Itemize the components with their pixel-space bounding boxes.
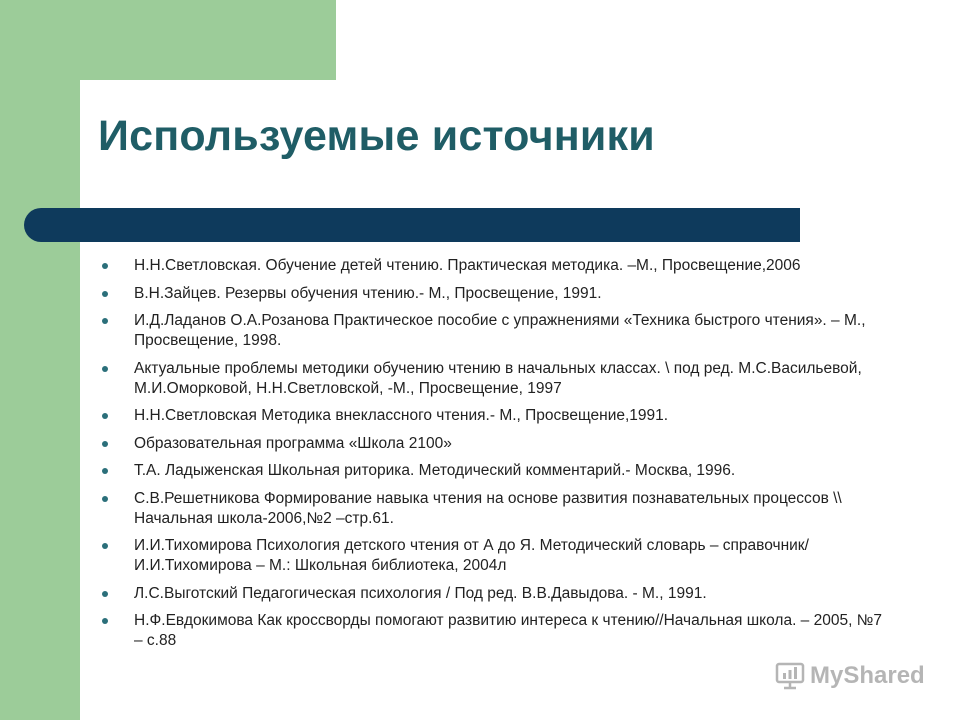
bullet-icon bbox=[102, 618, 108, 624]
green-accent-left bbox=[0, 0, 80, 720]
source-text: Актуальные проблемы методики обучению чтению в начальных классах. \ под ред. М.С.Васильевой, М.И.Оморковой, Н.Н.Светловской, -М., Просвещение, 1997 bbox=[134, 359, 862, 397]
source-item bbox=[98, 256, 888, 276]
source-item bbox=[98, 434, 888, 454]
sources-list bbox=[98, 256, 888, 659]
source-text: В.Н.Зайцев. Резервы обучения чтению.- М., Просвещение, 1991. bbox=[134, 284, 602, 302]
bullet-icon bbox=[102, 263, 108, 269]
source-text: И.И.Тихомирова Психология детского чтения от А до Я. Методический словарь – справочник/ И.И.Тихомирова – М.: Школьная библиотека, 2004л bbox=[134, 537, 809, 574]
slide-title: Используемые источники bbox=[98, 112, 655, 160]
bullet-icon bbox=[102, 591, 108, 597]
bullet-icon bbox=[102, 441, 108, 447]
source-text: Т.А. Ладыженская Школьная риторика. Методический комментарий.- Москва, 1996. bbox=[134, 462, 736, 479]
source-item bbox=[98, 611, 888, 651]
bullet-icon bbox=[102, 496, 108, 502]
source-text: Н.Н.Светловская. Обучение детей чтению. Практическая методика. –М., Просвещение,2006 bbox=[134, 257, 801, 274]
source-text: Образовательная программа «Школа 2100» bbox=[134, 434, 452, 452]
source-item bbox=[98, 406, 888, 426]
source-text: Н.Н.Светловская Методика внеклассного чтения.- М., Просвещение,1991. bbox=[134, 407, 669, 424]
source-item bbox=[98, 536, 888, 576]
title-underline-bar bbox=[24, 208, 800, 242]
bullet-icon bbox=[102, 318, 108, 324]
bullet-icon bbox=[102, 366, 108, 372]
bullet-icon bbox=[102, 291, 108, 297]
bullet-icon bbox=[102, 468, 108, 474]
source-item bbox=[98, 461, 888, 481]
watermark bbox=[774, 656, 934, 696]
source-text: Н.Ф.Евдокимова Как кроссворды помогают развитию интереса к чтению//Начальная школа. – 2005, №7 – с.88 bbox=[134, 612, 882, 649]
source-text: С.В.Решетникова Формирование навыка чтения на основе развития познавательных процессов \\ Начальная школа-2006,№2 –стр.61. bbox=[134, 489, 842, 527]
bullet-icon bbox=[102, 413, 108, 419]
source-item bbox=[98, 311, 888, 351]
bullet-icon bbox=[102, 543, 108, 549]
presentation-icon bbox=[774, 660, 806, 692]
source-item bbox=[98, 284, 888, 304]
source-text: Л.С.Выготский Педагогическая психология / Под ред. В.В.Давыдова. - М., 1991. bbox=[134, 584, 707, 602]
source-item bbox=[98, 489, 888, 529]
watermark-text: MyShared bbox=[810, 662, 925, 689]
source-item bbox=[98, 584, 888, 604]
source-text: И.Д.Ладанов О.А.Розанова Практическое пособие с упражнениями «Техника быстрого чтения». – М., Просвещение, 1998. bbox=[134, 312, 866, 349]
source-item bbox=[98, 359, 888, 399]
